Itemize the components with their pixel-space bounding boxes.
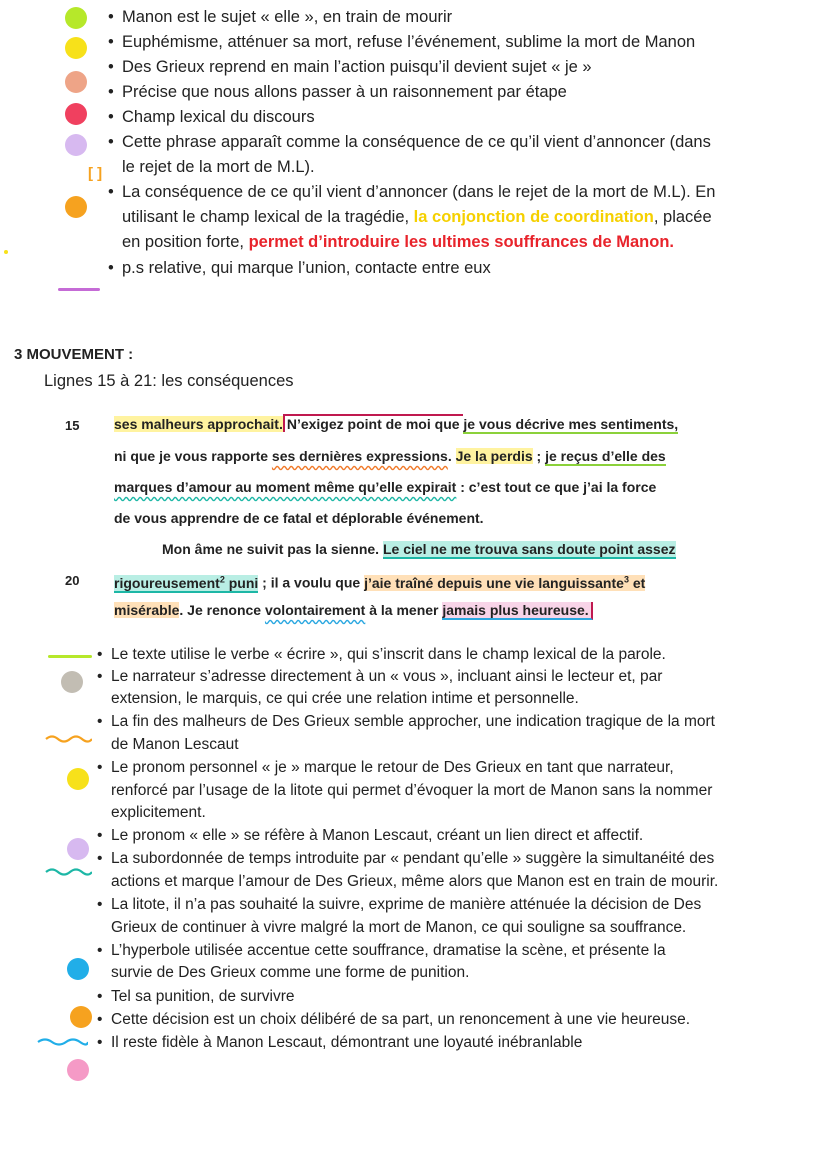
excerpt-phrase: ; il a voulu que bbox=[258, 574, 365, 591]
ps-relative-bullet: • p.s relative, qui marque l’union, contacte entre eux bbox=[122, 257, 491, 279]
bullet-item: • Tel sa punition, de survivre bbox=[111, 986, 295, 1008]
orange-wavy-marker bbox=[44, 733, 92, 743]
bullet-item: • L’hyperbole utilisée accentue cette souffrance, dramatise la scène, et présente la bbox=[111, 940, 666, 962]
bullet-continuation: survie de Des Grieux comme une forme de punition. bbox=[111, 964, 470, 981]
excerpt-line-7 bbox=[114, 599, 593, 621]
bullet-item: • Le pronom « elle » se réfère à Manon Lescaut, créant un lien direct et affectif. bbox=[111, 825, 643, 847]
bullet-item: • Champ lexical du discours bbox=[122, 106, 315, 128]
excerpt-phrase: puni bbox=[224, 574, 259, 591]
color-dot-gray bbox=[61, 671, 83, 693]
green-line-marker bbox=[48, 655, 92, 658]
excerpt-line-2 bbox=[114, 445, 666, 467]
section-subtitle: Lignes 15 à 21: les conséquences bbox=[44, 372, 294, 390]
purple-underline-mark bbox=[58, 288, 100, 291]
consequence-line3 bbox=[122, 231, 674, 253]
yellow-tick-mark bbox=[4, 250, 8, 254]
line-number-20: 20 bbox=[65, 573, 80, 588]
excerpt-phrase: j’aie traîné depuis une vie languissante bbox=[364, 574, 624, 591]
excerpt-phrase: Mon âme ne suivit pas la sienne. bbox=[162, 541, 383, 557]
bullet-item: • Le texte utilise le verbe « écrire », qui s’inscrit dans le champ lexical de la parole. bbox=[111, 644, 666, 666]
color-dot-red bbox=[65, 103, 87, 125]
excerpt-phrase: je vous décrive mes sentiments, bbox=[463, 416, 679, 432]
excerpt-phrase: volontairement bbox=[264, 602, 366, 618]
excerpt-phrase: ses malheurs approchait. bbox=[114, 416, 283, 432]
bullet-item: • Cette décision est un choix délibéré de sa part, un renoncement à une vie heureuse. bbox=[111, 1009, 690, 1031]
souffrances-highlight: permet d’introduire les ultimes souffrances de Manon. bbox=[248, 233, 674, 251]
color-dot-salmon bbox=[65, 71, 87, 93]
color-dot-pink bbox=[67, 1059, 89, 1081]
consequence-line2 bbox=[122, 206, 712, 228]
excerpt-phrase: et bbox=[628, 574, 646, 591]
bullet-continuation: actions et marque l’amour de Des Grieux, même alors que Manon est en train de mourir. bbox=[111, 873, 719, 890]
excerpt-phrase: : c’est tout ce que j’ai la force bbox=[456, 479, 657, 495]
excerpt-phrase: rigoureusement bbox=[114, 574, 220, 591]
bullet-continuation: extension, le marquis, ce qui crée une relation intime et personnelle. bbox=[111, 690, 579, 707]
excerpt-phrase: misérable bbox=[114, 602, 180, 618]
bullet-continuation: explicitement. bbox=[111, 804, 206, 821]
color-dot-lavender bbox=[65, 134, 87, 156]
bullet-item: • Le pronom personnel « je » marque le retour de Des Grieux en tant que narrateur, bbox=[111, 757, 674, 779]
bullet-item: • Des Grieux reprend en main l’action puisqu’il devient sujet « je » bbox=[122, 56, 592, 78]
excerpt-phrase: à la mener bbox=[365, 602, 443, 618]
bullet-continuation: le rejet de la mort de M.L). bbox=[122, 158, 315, 176]
color-dot-lavender-2 bbox=[67, 838, 89, 860]
bullet-item: • Manon est le sujet « elle », en train de mourir bbox=[122, 6, 452, 28]
bullet-item: • Précise que nous allons passer à un raisonnement par étape bbox=[122, 81, 567, 103]
excerpt-line-1 bbox=[114, 413, 678, 435]
excerpt-phrase: Je la perdis bbox=[455, 448, 533, 464]
bullet-item: • La litote, il n’a pas souhaité la suivre, exprime de manière atténuée la décision de Des bbox=[111, 894, 701, 916]
blue-wavy-marker bbox=[36, 1036, 88, 1046]
color-dot-orange-2 bbox=[70, 1006, 92, 1028]
consequence-bullet bbox=[122, 181, 715, 203]
bullet-continuation: renforcé par l’usage de la litote qui permet d’évoquer la mort de Manon sans la nommer bbox=[111, 782, 713, 799]
bullet-item: • Euphémisme, atténuer sa mort, refuse l’événement, sublime la mort de Manon bbox=[122, 31, 695, 53]
excerpt-phrase: marques d’amour au moment même qu’elle expirait bbox=[114, 479, 457, 495]
bullet-continuation: de Manon Lescaut bbox=[111, 736, 239, 753]
bullet-item: • Cette phrase apparaît comme la conséquence de ce qu’il vient d’annoncer (dans bbox=[122, 131, 711, 153]
excerpt-phrase-group bbox=[114, 575, 258, 593]
excerpt-phrase: . Je renonce bbox=[179, 602, 265, 618]
line-number-15: 15 bbox=[65, 418, 80, 433]
consequence-line2-start: utilisant le champ lexical de la tragédie, bbox=[122, 208, 414, 226]
excerpt-phrase: ni que je vous rapporte bbox=[114, 448, 272, 464]
bullet-item: • Il reste fidèle à Manon Lescaut, démontrant une loyauté inébranlable bbox=[111, 1032, 582, 1054]
color-dot-yellow-2 bbox=[67, 768, 89, 790]
section-title: 3 MOUVEMENT : bbox=[14, 346, 134, 363]
bullet-continuation: Grieux de continuer à vivre malgré la mort de Manon, ce qui souligne sa souffrance. bbox=[111, 919, 687, 936]
bullet-item: • La fin des malheurs de Des Grieux semble approcher, une indication tragique de la mort bbox=[111, 711, 715, 733]
bracket-mark: [ ] bbox=[88, 165, 103, 182]
excerpt-phrase: N’exigez point de moi que bbox=[283, 414, 464, 432]
color-dot-orange bbox=[65, 196, 87, 218]
excerpt-line-6 bbox=[114, 568, 645, 594]
footnote-marker: 3 bbox=[623, 574, 629, 584]
excerpt-phrase: je reçus d’elle des bbox=[545, 448, 666, 464]
consequence-line1: La conséquence de ce qu’il vient d’annoncer (dans le rejet de la mort de M.L). En bbox=[122, 183, 716, 201]
color-dot-yellow bbox=[65, 37, 87, 59]
excerpt-line-4: de vous apprendre de ce fatal et déplorable événement. bbox=[114, 510, 484, 526]
color-dot-lime bbox=[65, 7, 87, 29]
consequence-line3-start: en position forte, bbox=[122, 233, 249, 251]
bullet-item: • La subordonnée de temps introduite par « pendant qu’elle » suggère la simultanéité des bbox=[111, 848, 714, 870]
footnote-marker: 2 bbox=[219, 574, 225, 584]
excerpt-phrase: ses dernières expressions bbox=[271, 448, 448, 464]
excerpt-phrase: . bbox=[447, 448, 456, 464]
bullet-item: • Le narrateur s’adresse directement à un « vous », incluant ainsi le lecteur et, par bbox=[111, 666, 662, 688]
excerpt-phrase: jamais plus heureuse. bbox=[442, 602, 592, 620]
excerpt-phrase: Le ciel ne me trouva sans doute point assez bbox=[382, 541, 676, 557]
teal-wavy-marker bbox=[44, 866, 92, 876]
excerpt-phrase: ; bbox=[532, 448, 546, 464]
excerpt-line-3 bbox=[114, 476, 656, 498]
color-dot-blue bbox=[67, 958, 89, 980]
conjonction-highlight: la conjonction de coordination bbox=[413, 208, 654, 226]
excerpt-line-5 bbox=[162, 538, 676, 560]
excerpt-phrase-group bbox=[364, 575, 645, 591]
consequence-line2-end: , placée bbox=[653, 208, 712, 226]
